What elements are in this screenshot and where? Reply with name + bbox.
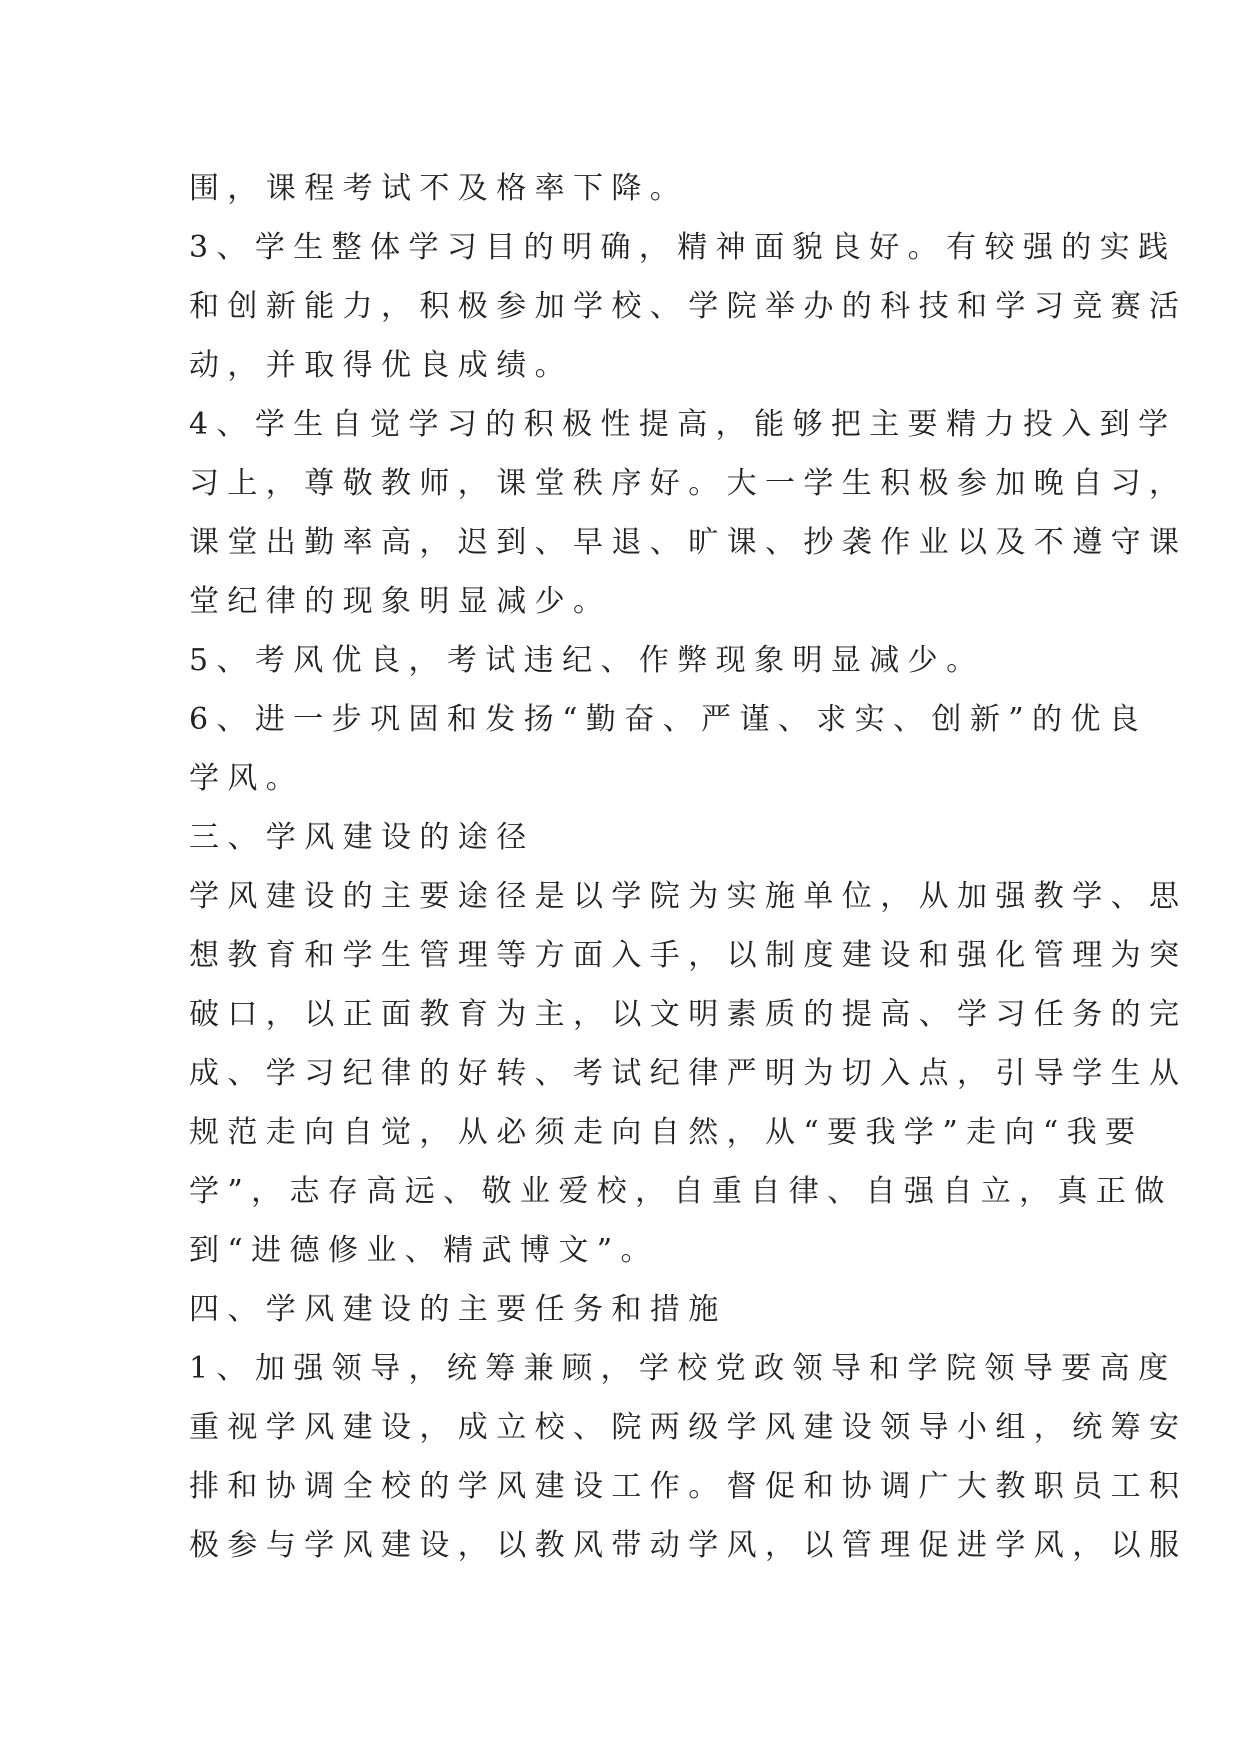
text-line: 学”，志存高远、敬业爱校，自重自律、自强自立，真正做 (189, 1174, 1173, 1209)
section-heading: 四、学风建设的主要任务和措施 (189, 1292, 727, 1327)
text-line: 排和协调全校的学风建设工作。督促和协调广大教职员工积 (189, 1469, 1188, 1504)
text-line: 课堂出勤率高，迟到、早退、旷课、抄袭作业以及不遵守课 (189, 525, 1188, 560)
text-line: 动，并取得优良成绩。 (189, 348, 573, 383)
text-line: 3、学生整体学习目的明确，精神面貌良好。有较强的实践 (189, 230, 1177, 265)
text-line: 到“进德修业、精武博文”。 (189, 1233, 659, 1268)
text-line: 围，课程考试不及格率下降。 (189, 171, 689, 206)
text-line: 堂纪律的现象明显减少。 (189, 584, 612, 619)
text-line: 破口，以正面教育为主，以文明素质的提高、学习任务的完 (189, 997, 1188, 1032)
text-line: 成、学习纪律的好转、考试纪律严明为切入点，引导学生从 (189, 1056, 1188, 1091)
section-heading: 三、学风建设的途径 (189, 820, 535, 855)
text-line: 学风建设的主要途径是以学院为实施单位，从加强教学、思 (189, 879, 1188, 914)
text-line: 1、加强领导，统筹兼顾，学校党政领导和学院领导要高度 (189, 1351, 1177, 1386)
text-line: 习上，尊敬教师，课堂秩序好。大一学生积极参加晚自习， (189, 466, 1188, 501)
text-line: 极参与学风建设，以教风带动学风，以管理促进学风，以服 (189, 1528, 1188, 1563)
text-line: 学风。 (189, 761, 305, 796)
text-line: 和创新能力，积极参加学校、学院举办的科技和学习竞赛活 (189, 289, 1188, 324)
text-line: 5、考风优良，考试违纪、作弊现象明显减少。 (189, 643, 985, 678)
text-line: 规范走向自觉，从必须走向自然，从“要我学”走向“我要 (189, 1115, 1144, 1150)
text-line: 6、进一步巩固和发扬“勤奋、严谨、求实、创新”的优良 (189, 702, 1148, 737)
text-line: 想教育和学生管理等方面入手，以制度建设和强化管理为突 (189, 938, 1188, 973)
text-line: 重视学风建设，成立校、院两级学风建设领导小组，统筹安 (189, 1410, 1188, 1445)
text-line: 4、学生自觉学习的积极性提高，能够把主要精力投入到学 (189, 407, 1177, 442)
document-body (189, 159, 1188, 1575)
